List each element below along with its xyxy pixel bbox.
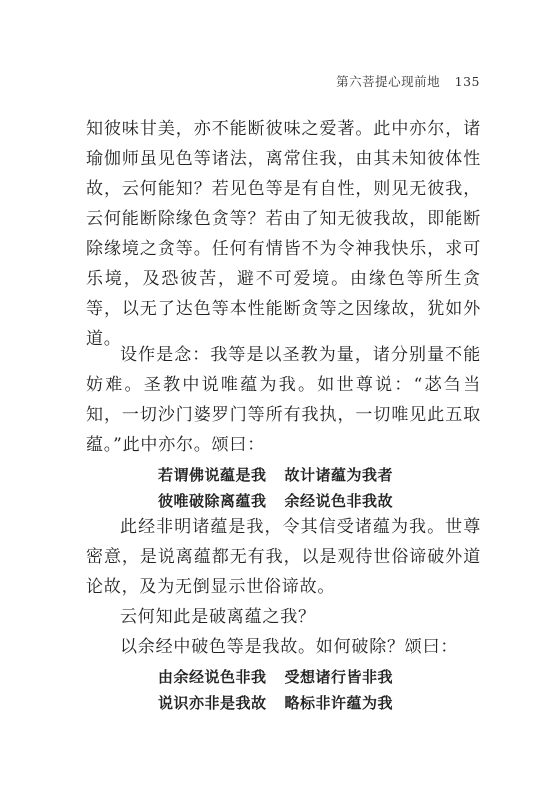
verse-half: 受想诸行皆非我 xyxy=(284,668,394,686)
verse-half: 由余经说色非我 xyxy=(158,668,267,686)
text-block-3 xyxy=(86,512,481,662)
paragraph-commentary: 此经非明诸蕴是我，令其信受诸蕴为我。世尊密意，是说离蕴都无有我，以是观待世俗谛破外道论故，及为无倒显示世俗谛故。 xyxy=(86,517,481,597)
verse-line xyxy=(86,664,481,690)
chapter-title: 第六菩提心现前地 xyxy=(336,74,441,89)
verse-half: 略标非许蕴为我 xyxy=(284,694,394,712)
text-block-2 xyxy=(86,340,481,460)
verse-line xyxy=(86,488,481,514)
verse-block-1 xyxy=(86,462,481,514)
page-number: 135 xyxy=(454,74,480,89)
running-header xyxy=(336,72,480,90)
verse-half: 若谓佛说蕴是我 xyxy=(158,466,267,484)
text-block-1 xyxy=(86,114,481,354)
verse-line xyxy=(86,462,481,488)
verse-half: 彼唯破除离蕴我 xyxy=(158,492,267,510)
paragraph-question: 云何知此是破离蕴之我？ xyxy=(120,607,316,627)
paragraph-answer: 以余经中破色等是我故。如何破除？颂曰： xyxy=(120,637,459,657)
verse-block-2 xyxy=(86,664,481,716)
paragraph-continued: 知彼味甘美，亦不能断彼味之爱著。此中亦尔，诸瑜伽师虽见色等诸法，离常住我，由其未知彼体性故，云何能知？若见色等是有自性，则见无彼我，云何能断除缘色贪等？若由了知无彼我故，即能断除缘境之贪等。任何有情皆不为令神我快乐，求可乐境，及恐彼苦，避不可爱境。由缘色等所生贪等，以无了达色等本性能断贪等之因缘故，犹如外道。 xyxy=(86,119,481,349)
verse-half: 说识亦非是我故 xyxy=(158,694,267,712)
paragraph-objection: 设作是念：我等是以圣教为量，诸分别量不能妨难。圣教中说唯蕴为我。如世尊说：“苾刍当知，一切沙门婆罗门等所有我执，一切唯见此五取蕴。”此中亦尔。颂曰： xyxy=(86,345,481,455)
verse-half: 故计诸蕴为我者 xyxy=(284,466,394,484)
verse-line xyxy=(86,690,481,716)
verse-half: 余经说色非我故 xyxy=(284,492,394,510)
